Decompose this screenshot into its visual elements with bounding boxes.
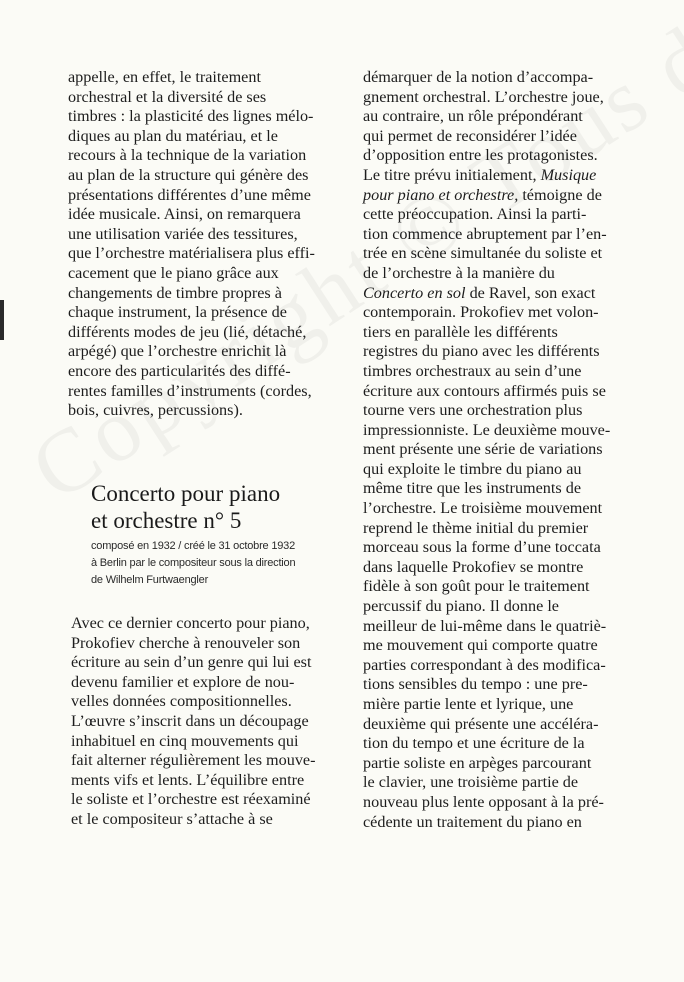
text-line: fait alterner régulièrement les mouve-: [71, 751, 316, 770]
right-column: [363, 68, 637, 832]
text-line: appelle, en effet, le traitement: [68, 68, 261, 86]
text-line: reprend le thème initial du premier: [363, 518, 589, 537]
text-line: l’orchestre. Le troisième mouvement: [363, 499, 603, 518]
text-line: cédente un traitement du piano en: [363, 812, 582, 831]
text-line: contemporain. Prokofiev met volon-: [363, 303, 599, 322]
text-span: témoigne de: [522, 185, 602, 204]
text-line: recours à la technique de la variation: [68, 146, 307, 165]
left-column-top: [68, 68, 351, 421]
text-line: au plan de la structure qui génère des: [68, 165, 309, 184]
text-line: Avec ce dernier concerto pour piano,: [71, 614, 310, 632]
text-line: deuxième qui présente une accéléra-: [363, 714, 599, 733]
text-line: [363, 284, 637, 304]
text-line: percussif du piano. Il donne le: [363, 597, 559, 616]
text-line: registres du piano avec les différents: [363, 342, 600, 361]
text-line: orchestral et la diversité de ses: [68, 87, 267, 106]
text-line: impressionniste. Le deuxième mouve-: [363, 420, 611, 439]
text-line: différents modes de jeu (lié, détaché,: [68, 322, 307, 341]
text-line: tiers en parallèle les différents: [363, 322, 558, 341]
text-line: trée en scène simultanée du soliste et: [363, 244, 603, 263]
text-line: et le compositeur s’attache à se: [71, 809, 273, 828]
text-line: de l’orchestre à la manière du: [363, 263, 555, 282]
text-span: de Ravel, son exact: [469, 283, 596, 302]
text-line: une utilisation variée des tessitures,: [68, 224, 298, 243]
text-line: d’opposition entre les protagonistes.: [363, 146, 598, 165]
section-subtitle: de Wilhelm Furtwaengler: [91, 574, 209, 586]
text-line: même titre que les instruments de: [363, 479, 582, 498]
text-line: idée musicale. Ainsi, on remarquera: [68, 205, 301, 224]
text-line: me mouvement qui comporte quatre: [363, 636, 598, 655]
text-line: écriture au sein d’un genre qui lui est: [71, 653, 312, 672]
text-line: le soliste et l’orchestre est réexaminé: [71, 790, 311, 809]
text-line: ments vifs et lents. L’équilibre entre: [71, 770, 305, 789]
text-line: qui permet de reconsidérer l’idée: [363, 126, 577, 145]
text-line: changements de timbre propres à: [68, 283, 282, 302]
text-line: ment présente une série de variations: [363, 440, 603, 459]
text-line: mière partie lente et lyrique, une: [363, 695, 574, 713]
text-line: présentations différentes d’une même: [68, 185, 311, 204]
text-line: fidèle à son goût pour le traitement: [363, 577, 590, 596]
text-line: [363, 186, 637, 206]
text-line: tion commence abruptement par l’en-: [363, 224, 607, 243]
work-title-italic: pour piano et orchestre,: [363, 185, 519, 204]
text-line: timbres orchestraux au sein d’une: [363, 361, 582, 380]
text-line: bois, cuivres, percussions).: [68, 401, 243, 420]
section-subtitle: à Berlin par le compositeur sous la direction: [91, 557, 296, 569]
text-line: arpégé) que l’orchestre enrichit là: [68, 342, 287, 361]
section-title: Concerto pour piano: [91, 481, 281, 506]
section-subtitle: composé en 1932 / créé le 31 octobre 1932: [91, 540, 296, 552]
text-line: écriture aux contours affirmés puis se: [363, 381, 606, 400]
text-line: cette préoccupation. Ainsi la parti-: [363, 205, 587, 224]
text-line: qui exploite le timbre du piano au: [363, 459, 582, 478]
text-line: le clavier, une troisième partie de: [363, 773, 579, 792]
text-line: [363, 166, 637, 186]
page-edge-mark: [0, 300, 4, 340]
text-line: morceau sous la forme d’une toccata: [363, 538, 601, 557]
work-title-italic: Concerto en sol: [363, 283, 466, 302]
text-line: tions sensibles du tempo : une pre-: [363, 675, 588, 694]
text-line: dans laquelle Prokofiev se montre: [363, 557, 584, 576]
section-title: et orchestre n° 5: [91, 508, 242, 533]
text-line: démarquer de la notion d’accompa-: [363, 68, 594, 86]
text-line: parties correspondant à des modifica-: [363, 655, 606, 674]
text-line: au contraire, un rôle prépondérant: [363, 107, 583, 126]
text-line: tion du tempo et une écriture de la: [363, 734, 585, 753]
text-line: partie soliste en arpèges parcourant: [363, 753, 592, 772]
text-line: gnement orchestral. L’orchestre joue,: [363, 87, 604, 106]
text-line: cacement que le piano grâce aux: [68, 263, 279, 282]
text-span: Le titre prévu initialement,: [363, 165, 537, 184]
text-line: devenu familier et explore de nou-: [71, 672, 295, 691]
text-line: inhabituel en cinq mouvements qui: [71, 731, 299, 750]
concerto-heading: [91, 480, 361, 589]
work-title-italic: Musique: [540, 165, 597, 184]
text-line: rentes familles d’instruments (cordes,: [68, 381, 312, 400]
text-line: que l’orchestre matérialisera plus effi-: [68, 244, 315, 263]
text-line: nouveau plus lente opposant à la pré-: [363, 792, 604, 811]
text-line: diques au plan du matériau, et le: [68, 126, 278, 145]
text-line: meilleur de lui-même dans le quatriè-: [363, 616, 607, 635]
left-column-bottom: [71, 614, 356, 830]
text-line: tourne vers une orchestration plus: [363, 401, 583, 420]
text-line: L’œuvre s’inscrit dans un découpage: [71, 711, 309, 730]
text-line: velles données compositionnelles.: [71, 692, 292, 711]
text-line: chaque instrument, la présence de: [68, 303, 287, 322]
text-line: encore des particularités des diffé-: [68, 361, 291, 380]
text-line: timbres : la plasticité des lignes mélo-: [68, 107, 314, 126]
text-line: Prokofiev cherche à renouveler son: [71, 633, 301, 652]
